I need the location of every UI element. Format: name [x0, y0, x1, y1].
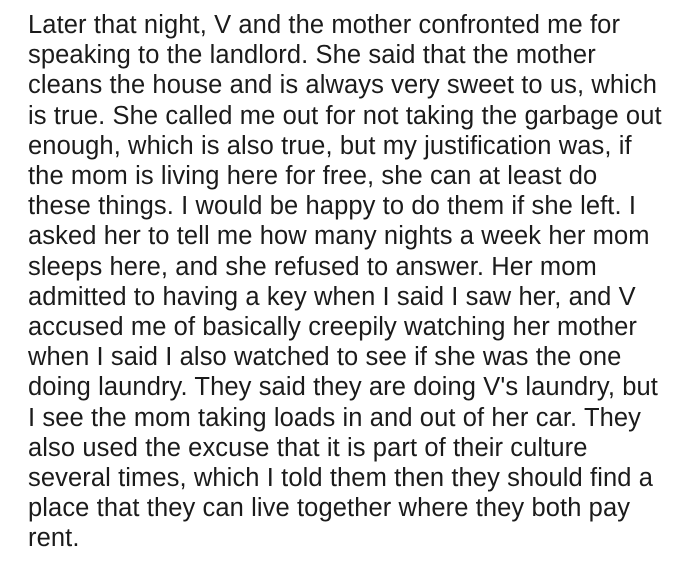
text-line: asked her to tell me how many nights a week her mom — [28, 222, 650, 251]
text-line: the mom is living here for free, she can at least do — [28, 162, 598, 191]
text-line: rent. — [28, 524, 80, 553]
text-line: cleans the house and is always very sweet to us, which — [28, 71, 658, 100]
text-line: Later that night, V and the mother confronted me for — [28, 11, 621, 39]
text-line: doing laundry. They said they are doing V's laundry, but — [28, 373, 658, 402]
text-line: when I said I also watched to see if she was the one — [28, 343, 622, 372]
text-line: admitted to having a key when I said I saw her, and V — [28, 282, 636, 311]
text-line: I see the mom taking loads in and out of her car. They — [28, 403, 642, 432]
text-line: place that they can live together where they both pay — [28, 494, 631, 523]
text-line: enough, which is also true, but my justification was, if — [28, 131, 632, 160]
text-line: accused me of basically creepily watching her mother — [28, 313, 637, 342]
text-line: also used the excuse that it is part of their culture — [28, 433, 588, 462]
text-line: these things. I would be happy to do them if she left. I — [28, 192, 637, 221]
text-line: sleeps here, and she refused to answer. Her mom — [28, 252, 597, 281]
text-line: is true. She called me out for not taking the garbage out — [28, 101, 662, 130]
text-line: several times, which I told them then they should find a — [28, 464, 654, 493]
text-line: speaking to the landlord. She said that the mother — [28, 41, 596, 70]
